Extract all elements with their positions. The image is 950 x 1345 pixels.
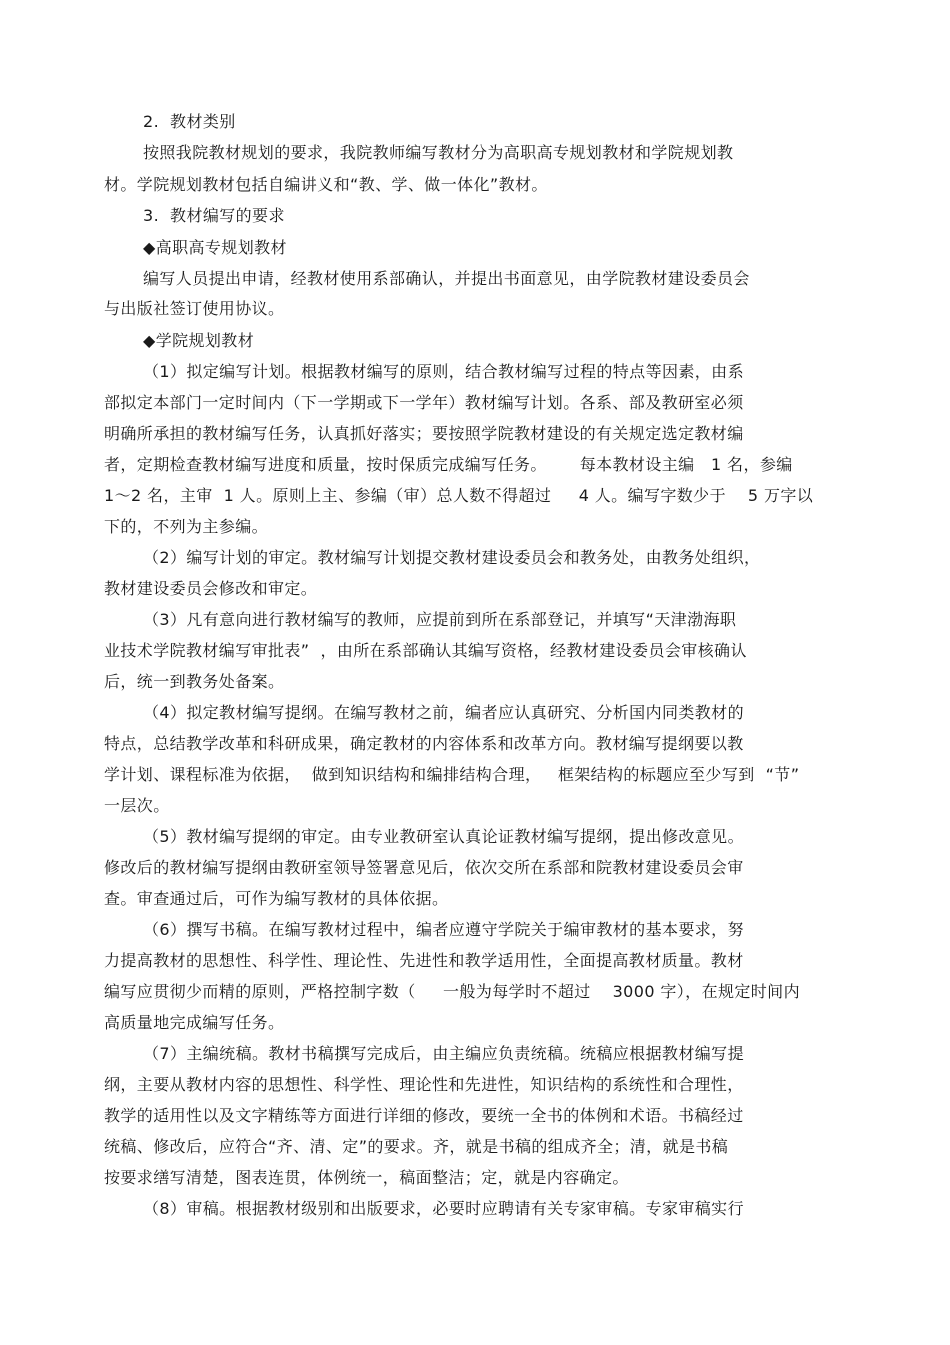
paragraph-line: 材。学院规划教材包括自编讲义和“教、学、做一体化”教材。 <box>104 175 548 194</box>
paragraph-line: 编写应贯彻少而精的原则，严格控制字数（ 一般为每学时不超过 3000 字），在规定时间内 <box>104 982 800 1001</box>
paragraph-line: 查。审查通过后，可作为编写教材的具体依据。 <box>104 889 449 908</box>
paragraph-line: （6）撰写书稿。在编写教材过程中，编者应遵守学院关于编审教材的基本要求，努 <box>143 920 744 939</box>
paragraph-line: 高质量地完成编写任务。 <box>104 1013 285 1032</box>
paragraph-line: 特点，总结教学改革和科研成果，确定教材的内容体系和改革方向。教材编写提纲要以教 <box>104 734 744 753</box>
paragraph-line: 明确所承担的教材编写任务，认真抓好落实；要按照学院教材建设的有关规定选定教材编 <box>104 424 744 443</box>
paragraph-line: 教学的适用性以及文字精练等方面进行详细的修改，要统一全书的体例和术语。书稿经过 <box>104 1106 744 1125</box>
bullet-heading-vocational-textbooks: ◆高职高专规划教材 <box>143 238 287 257</box>
paragraph-line: 与出版社签订使用协议。 <box>104 299 285 318</box>
paragraph-line: （1）拟定编写计划。根据教材编写的原则，结合教材编写过程的特点等因素，由系 <box>143 362 744 381</box>
paragraph-line: （4）拟定教材编写提纲。在编写教材之前，编者应认真研究、分析国内同类教材的 <box>143 703 744 722</box>
paragraph-line: 统稿、修改后，应符合“齐、清、定”的要求。齐，就是书稿的组成齐全；清，就是书稿 <box>104 1137 729 1156</box>
paragraph-line: 纲，主要从教材内容的思想性、科学性、理论性和先进性，知识结构的系统性和合理性， <box>104 1075 744 1094</box>
paragraph-line: 者，定期检查教材编写进度和质量，按时保质完成编写任务。 每本教材设主编 1 名，参编 <box>104 455 793 474</box>
paragraph-line: （8）审稿。根据教材级别和出版要求，必要时应聘请有关专家审稿。专家审稿实行 <box>143 1199 744 1218</box>
paragraph-line: 按照我院教材规划的要求，我院教师编写教材分为高职高专规划教材和学院规划教 <box>143 143 734 162</box>
paragraph-line: 学计划、课程标准为依据， 做到知识结构和编排结构合理， 框架结构的标题应至少写到 “节” <box>104 765 800 784</box>
paragraph-line: 一层次。 <box>104 796 170 815</box>
paragraph-line: 编写人员提出申请，经教材使用系部确认，并提出书面意见，由学院教材建设委员会 <box>143 269 750 288</box>
paragraph-line: 下的，不列为主参编。 <box>104 517 269 536</box>
paragraph-line: （7）主编统稿。教材书稿撰写完成后，由主编应负责统稿。统稿应根据教材编写提 <box>143 1044 744 1063</box>
paragraph-line: 教材建设委员会修改和审定。 <box>104 579 318 598</box>
paragraph-line: （2）编写计划的审定。教材编写计划提交教材建设委员会和教务处，由教务处组织， <box>143 548 761 567</box>
paragraph-line: 修改后的教材编写提纲由教研室领导签署意见后，依次交所在系部和院教材建设委员会审 <box>104 858 744 877</box>
paragraph-line: （5）教材编写提纲的审定。由专业教研室认真论证教材编写提纲，提出修改意见。 <box>143 827 744 846</box>
paragraph-line: （3）凡有意向进行教材编写的教师，应提前到所在系部登记，并填写“天津渤海职 <box>143 610 737 629</box>
paragraph-line: 力提高教材的思想性、科学性、理论性、先进性和教学适用性，全面提高教材质量。教材 <box>104 951 744 970</box>
paragraph-line: 1～2 名，主审 1 人。原则上主、参编（审）总人数不得超过 4 人。编写字数少于 5 万字以 <box>104 486 814 505</box>
paragraph-line: 部拟定本部门一定时间内（下一学期或下一学年）教材编写计划。各系、部及教研室必须 <box>104 393 744 412</box>
paragraph-line: 后，统一到教务处备案。 <box>104 672 285 691</box>
paragraph-line: 业技术学院教材编写审批表” ，由所在系部确认其编写资格，经教材建设委员会审核确认 <box>104 641 747 660</box>
section-heading-writing-requirements: 3. 教材编写的要求 <box>143 206 285 225</box>
paragraph-line: 按要求缮写清楚，图表连贯，体例统一，稿面整洁；定，就是内容确定。 <box>104 1168 629 1187</box>
bullet-heading-college-textbooks: ◆学院规划教材 <box>143 331 255 350</box>
section-heading-textbook-categories: 2. 教材类别 <box>143 112 236 131</box>
